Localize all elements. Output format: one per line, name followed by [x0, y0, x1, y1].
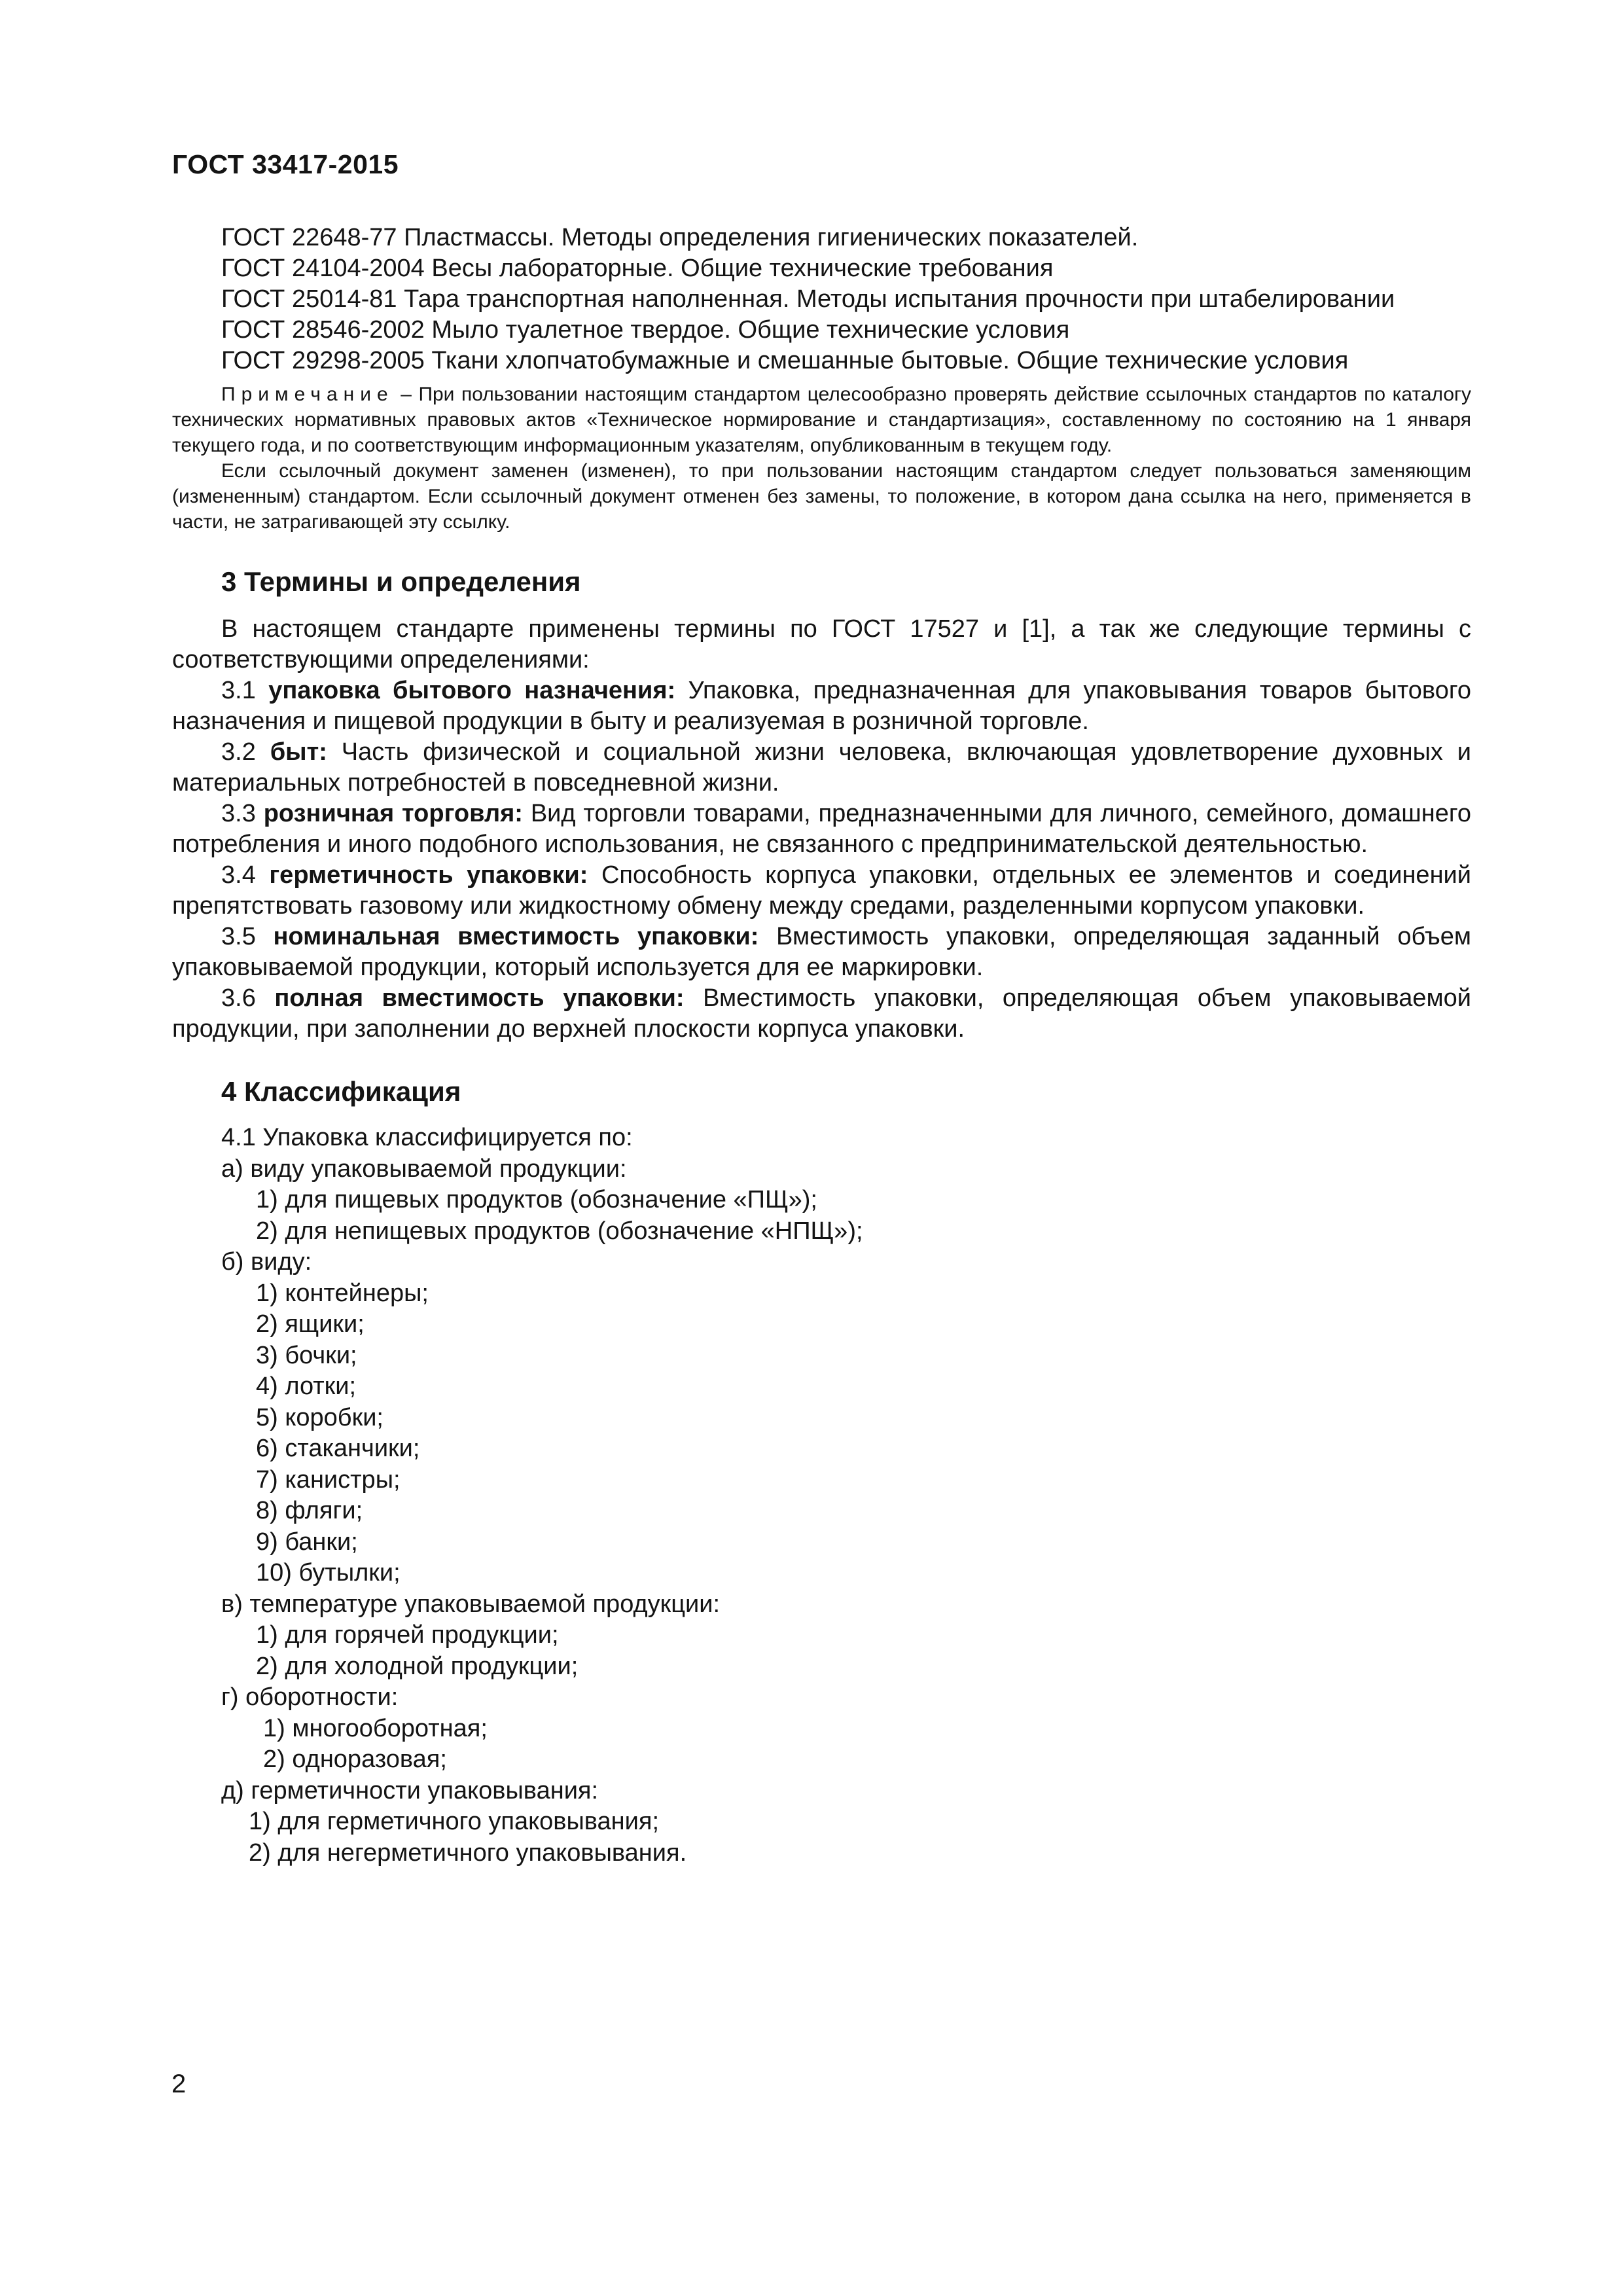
- term-name: быт:: [270, 738, 327, 766]
- section-4-title: 4 Классификация: [221, 1076, 461, 1107]
- document-header: ГОСТ 33417-2015: [172, 149, 399, 179]
- note-label: Примечание: [221, 384, 394, 405]
- list-item: 2) для холодной продукции;: [256, 1652, 579, 1680]
- note-block: [172, 382, 1471, 535]
- reference-item: ГОСТ 29298-2005 Ткани хлопчатобумажные и смешанные бытовые. Общие технические условия: [221, 347, 1349, 374]
- list-item: 2) одноразовая;: [263, 1746, 447, 1773]
- list-item: 2) ящики;: [256, 1310, 365, 1338]
- term-name: номинальная вместимость упаковки:: [273, 923, 759, 950]
- classification-group-label: д) герметичности упаковывания:: [221, 1776, 599, 1804]
- term-text: Способность корпуса упаковки, отдельных ее элементов и соединений препятствовать газовому или жидкостному обмену между средами, разделенными корпусом упаковки.: [172, 861, 1472, 920]
- classification-intro: 4.1 Упаковка классифицируется по:: [221, 1124, 633, 1151]
- term-name: упаковка бытового назначения:: [268, 677, 676, 704]
- term-number: 3.2: [221, 738, 270, 766]
- list-item: 1) многооборотная;: [263, 1714, 488, 1742]
- page-number: 2: [171, 2070, 187, 2098]
- list-item: 1) для горячей продукции;: [256, 1621, 559, 1649]
- classification-group-label: в) температуре упаковываемой продукции:: [221, 1590, 721, 1618]
- term-number: 3.4: [221, 861, 270, 889]
- term-text: Упаковка, предназначенная для упаковывания товаров бытового назначения и пищевой продукции в быту и реализуемая в розничной торговле.: [172, 677, 1471, 735]
- term-definition: [172, 983, 1471, 1045]
- section-3-title: 3 Термины и определения: [221, 566, 581, 597]
- section-3-body: [172, 614, 1471, 1045]
- term-number: 3.3: [221, 800, 264, 827]
- term-definition: [172, 798, 1471, 860]
- term-name: герметичность упаковки:: [269, 861, 588, 889]
- term-definition: [172, 860, 1471, 922]
- term-text: Вид торговли товарами, предназначенными для личного, семейного, домашнего потребления и иного подобного использования, не связанного с предпринимательской деятельностью.: [172, 800, 1471, 858]
- classification-group-label: г) оборотности:: [221, 1683, 399, 1711]
- list-item: 1) для пищевых продуктов (обозначение «ПЩ»);: [256, 1186, 817, 1213]
- list-item: 7) канистры;: [256, 1465, 401, 1494]
- term-definition: [172, 922, 1471, 983]
- section-3-intro: В настоящем стандарте применены термины по ГОСТ 17527 и [1], а так же следующие термины с соответствующими определениями:: [172, 615, 1471, 673]
- term-name: полная вместимость упаковки:: [274, 984, 685, 1012]
- term-definition: [172, 737, 1471, 798]
- list-item: 10) бутылки;: [256, 1559, 401, 1587]
- list-item: 2) для негерметичного упаковывания.: [249, 1839, 687, 1867]
- reference-item: ГОСТ 28546-2002 Мыло туалетное твердое. Общие технические условия: [221, 316, 1070, 344]
- list-item: 5) коробки;: [256, 1403, 383, 1431]
- page-content: [172, 223, 1471, 1869]
- list-item: 9) банки;: [256, 1528, 358, 1556]
- list-item: 1) контейнеры;: [256, 1279, 429, 1307]
- reference-item: ГОСТ 22648-77 Пластмассы. Методы определения гигиенических показателей.: [221, 224, 1139, 251]
- note-text: – При пользовании настоящим стандартом целесообразно проверять действие ссылочных стандартов по каталогу технических нормативных правовых актов «Техническое нормирование и стандартизация», составленному по состоянию на 1 января текущего года, и по соответствующим информационным указателям, опубликованным в текущем году.: [172, 384, 1471, 456]
- term-text: Вместимость упаковки, определяющая заданный объем упаковываемой продукции, который используется для ее маркировки.: [172, 923, 1471, 981]
- normative-references-list: [172, 223, 1471, 376]
- list-item: 1) для герметичного упаковывания;: [249, 1808, 660, 1835]
- term-number: 3.5: [221, 923, 274, 950]
- list-item: 4) лотки;: [256, 1372, 357, 1400]
- reference-item: ГОСТ 24104-2004 Весы лабораторные. Общие технические требования: [221, 255, 1054, 282]
- term-definition: [172, 675, 1471, 737]
- term-text: Часть физической и социальной жизни человека, включающая удовлетворение духовных и материальных потребностей в повседневной жизни.: [172, 738, 1471, 797]
- classification-group-label: б) виду:: [221, 1248, 312, 1276]
- list-item: 2) для непищевых продуктов (обозначение «НПЩ»);: [256, 1217, 863, 1245]
- term-number: 3.1: [221, 677, 269, 704]
- list-item: 8) фляги;: [256, 1497, 363, 1524]
- term-name: розничная торговля:: [263, 800, 523, 827]
- classification-list: [172, 1122, 1471, 1869]
- note-replacement-paragraph: Если ссылочный документ заменен (изменен), то при пользовании настоящим стандартом следует пользоваться заменяющим (измененным) стандартом. Если ссылочный документ отменен без замены, то положение, в котором дана ссылка на него, применяется в части, не затрагивающей эту ссылку.: [172, 460, 1471, 533]
- classification-group-label: а) виду упаковываемой продукции:: [221, 1155, 627, 1183]
- list-item: 3) бочки;: [256, 1341, 357, 1369]
- term-text: Вместимость упаковки, определяющая объем упаковываемой продукции, при заполнении до верхней плоскости корпуса упаковки.: [172, 984, 1471, 1043]
- note-paragraph: [172, 382, 1471, 458]
- reference-item: ГОСТ 25014-81 Тара транспортная наполненная. Методы испытания прочности при штабелировании: [221, 285, 1395, 313]
- term-number: 3.6: [221, 984, 275, 1012]
- list-item: 6) стаканчики;: [256, 1435, 420, 1462]
